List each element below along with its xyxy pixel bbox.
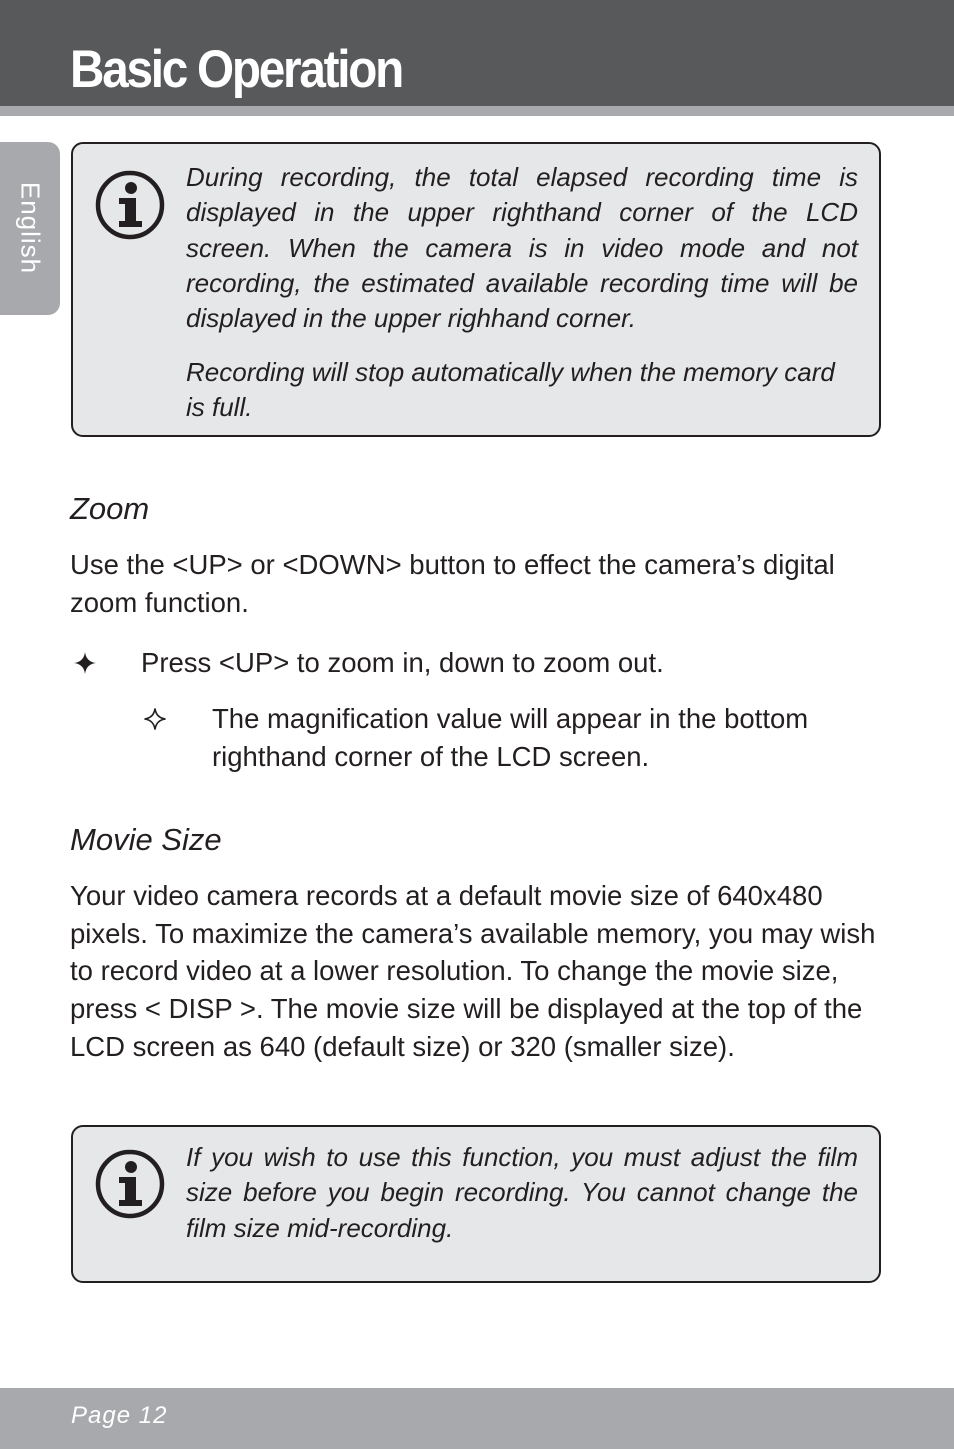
zoom-description: Use the <UP> or <DOWN> button to effect the camera’s digital zoom function. — [70, 549, 835, 618]
page-number: Page 12 — [71, 1402, 168, 1429]
four-point-star-bullet-icon — [73, 651, 97, 675]
header-divider — [0, 106, 954, 116]
note-paragraph: If you wish to use this function, you must adjust the film size before you begin recording. You cannot change the film size mid-recording. — [186, 1142, 858, 1243]
movie-size-description: Your video camera records at a default movie size of 640x480 pixels. To maximize the camera’s available memory, you may wish to record video at a lower resolution. To change the movie size, press < DISP >. The movie size will be displayed at the top of the LCD screen as 640 (default size) or 320 (smaller size). — [70, 880, 876, 1062]
language-tab-label: English — [15, 181, 46, 275]
page-header — [0, 0, 954, 106]
list-item: Press <UP> to zoom in, down to zoom out. — [141, 647, 664, 678]
note-paragraph: Recording will stop automatically when the memory card is full. — [186, 357, 835, 423]
section-heading-zoom: Zoom — [70, 491, 150, 526]
info-icon — [95, 170, 165, 240]
note-paragraph: During recording, the total elapsed recording time is displayed in the upper righthand corner of the LCD screen. When the camera is in video mode and not recording, the estimated available recording time will be displayed in the upper righhand corner. — [186, 162, 858, 334]
info-note-recording — [71, 142, 881, 437]
info-note-film-size — [71, 1125, 881, 1283]
section-heading-movie-size: Movie Size — [70, 822, 222, 857]
language-tab[interactable] — [0, 142, 60, 315]
info-icon — [95, 1149, 165, 1219]
list-item: The magnification value will appear in the bottom righthand corner of the LCD screen. — [212, 703, 809, 772]
four-point-star-outline-bullet-icon — [143, 707, 167, 731]
page-title: Basic Operation — [70, 40, 403, 99]
page-footer — [0, 1388, 954, 1449]
